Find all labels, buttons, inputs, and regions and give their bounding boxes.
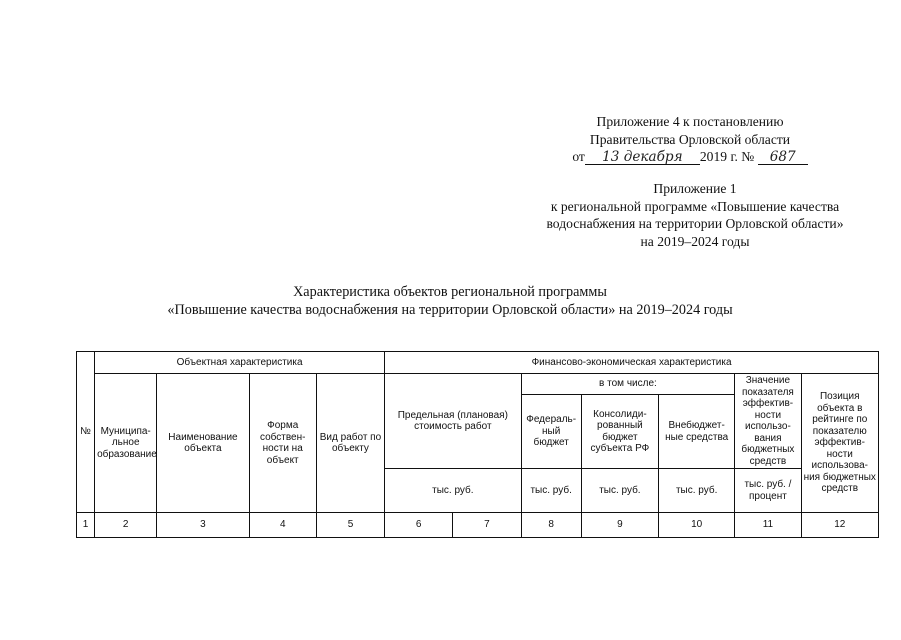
appendix-line: Приложение 4 к постановлению bbox=[596, 114, 784, 129]
header-ownership: Форма собствен- ности на объект bbox=[249, 374, 316, 513]
government-line: Правительства Орловской области bbox=[589, 131, 791, 147]
header-regional: Консолиди-рованный бюджет субъекта РФ bbox=[581, 395, 658, 469]
unit-extrabudget: тыс. руб. bbox=[659, 469, 735, 513]
header-object-name: Наименование объекта bbox=[157, 374, 249, 513]
header-federal: Федераль-ный бюджет bbox=[521, 395, 581, 469]
header-max-cost: Предельная (плановая) стоимость работ bbox=[385, 374, 521, 469]
unit-efficiency: тыс. руб. /процент bbox=[735, 469, 801, 513]
header-position: Позиция объекта в рейтинге по показателю эффектив-ности использова-ния бюджетных средств bbox=[801, 374, 878, 513]
year-text: 2019 г. № bbox=[699, 149, 755, 164]
column-number: 8 bbox=[521, 513, 581, 538]
header-extrabudget: Внебюджет-ные средства bbox=[659, 395, 735, 469]
column-number: 12 bbox=[801, 513, 878, 538]
program-line-1: к региональной программе «Повышение качества bbox=[550, 198, 840, 214]
resolution-header bbox=[560, 113, 820, 166]
column-number: 2 bbox=[95, 513, 157, 538]
objects-table bbox=[76, 351, 879, 538]
column-number: 7 bbox=[453, 513, 521, 538]
header-including: в том числе: bbox=[521, 374, 735, 395]
header-efficiency: Значение показателя эффектив-ности использо-вания бюджетных средств bbox=[735, 374, 801, 469]
header-municipality: Муниципа-льное образование bbox=[95, 374, 157, 513]
column-number: 6 bbox=[385, 513, 453, 538]
column-number: 9 bbox=[581, 513, 658, 538]
handwritten-number: 687 bbox=[758, 151, 808, 165]
title-line-1: Характеристика объектов региональной программы bbox=[293, 284, 607, 300]
header-work-type: Вид работ по объекту bbox=[316, 374, 384, 513]
column-number: 5 bbox=[316, 513, 384, 538]
unit-regional: тыс. руб. bbox=[581, 469, 658, 513]
date-line bbox=[560, 148, 820, 166]
program-line-2: водоснабжения на территории Орловской области» bbox=[546, 216, 844, 231]
handwritten-date: 13 декабря bbox=[585, 151, 700, 165]
unit-federal: тыс. руб. bbox=[521, 469, 581, 513]
header-group-finance: Финансово-экономическая характеристика bbox=[385, 352, 879, 374]
program-appendix-line: Приложение 1 bbox=[653, 181, 737, 196]
column-number: 4 bbox=[249, 513, 316, 538]
program-header bbox=[520, 180, 870, 250]
header-num: № bbox=[77, 352, 95, 513]
column-number: 10 bbox=[659, 513, 735, 538]
column-number: 3 bbox=[157, 513, 249, 538]
title-line-2: «Повышение качества водоснабжения на территории Орловской области» на 2019–2024 годы bbox=[167, 302, 733, 318]
unit-max-cost: тыс. руб. bbox=[385, 469, 521, 513]
header-group-object: Объектная характеристика bbox=[95, 352, 385, 374]
column-number: 11 bbox=[735, 513, 801, 538]
program-period-line: на 2019–2024 годы bbox=[640, 233, 750, 249]
date-prefix: от bbox=[572, 149, 585, 164]
column-number: 1 bbox=[77, 513, 95, 538]
document-title bbox=[100, 283, 800, 319]
